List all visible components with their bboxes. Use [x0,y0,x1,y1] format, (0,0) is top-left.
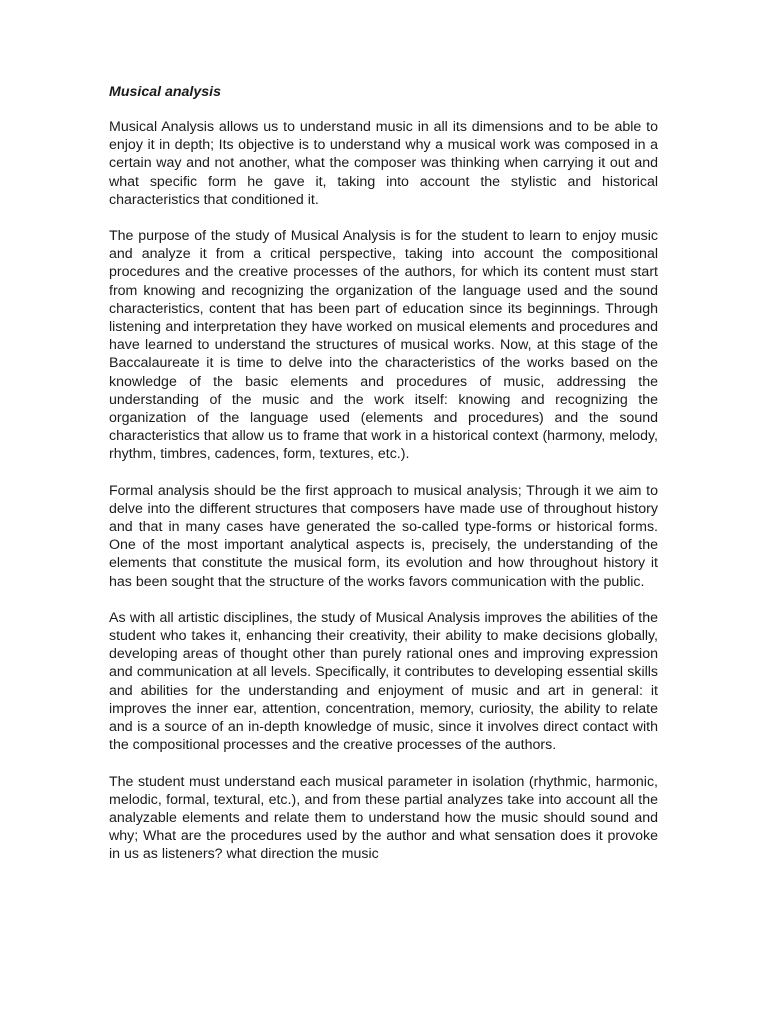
document-page [109,83,658,882]
paragraph-3: Formal analysis should be the first approach to musical analysis; Through it we aim to delve into the different structures that composers have made use of throughout history and that in many cases have generated the so-called type-forms or historical forms. One of the most important analytical aspects is, precisely, the understanding of the elements that constitute the musical form, its evolution and how throughout history it has been sought that the structure of the works favors communication with the public. [109,482,658,590]
paragraph-1: Musical Analysis allows us to understand music in all its dimensions and to be able to enjoy it in depth; Its objective is to understand why a musical work was composed in a certain way and not another, what the composer was thinking when carrying it out and what specific form he gave it, taking into account the stylistic and historical characteristics that conditioned it. [109,119,658,208]
paragraph-5: The student must understand each musical parameter in isolation (rhythmic, harmonic, melodic, formal, textural, etc.), and from these partial analyzes take into account all the analyzable elements and relate them to understand how the music should sound and why; What are the procedures used by the author and what sensation does it provoke in us as listeners? what direction the music [109,773,658,863]
paragraph-4: As with all artistic disciplines, the study of Musical Analysis improves the abilities of the student who takes it, enhancing their creativity, their ability to make decisions globally, developing areas of thought other than purely rational ones and improving expression and communication at all levels. Specifically, it contributes to developing essential skills and abilities for the understanding and enjoyment of music and art in general: it improves the inner ear, attention, concentration, memory, curiosity, the ability to relate and is a source of an in-depth knowledge of music, since it involves direct contact with the compositional processes and the creative processes of the authors. [109,609,658,754]
document-title: Musical analysis [109,84,221,100]
paragraph-2: The purpose of the study of Musical Analysis is for the student to learn to enjoy music and analyze it from a critical perspective, taking into account the compositional procedures and the creative processes of the authors, for which its content must start from knowing and recognizing the organization of the language used and the sound characteristics, content that has been part of education since its beginnings. Through listening and interpretation they have worked on musical elements and procedures and have learned to understand the structures of musical works. Now, at this stage of the Baccalaureate it is time to delve into the characteristics of the works based on the knowledge of the basic elements and procedures of music, addressing the understanding of the music and the work itself: knowing and recognizing the organization of the language used (elements and procedures) and the sound characteristics that allow us to frame that work in a historical context (harmony, melody, rhythm, timbres, cadences, form, textures, etc.). [109,228,658,463]
